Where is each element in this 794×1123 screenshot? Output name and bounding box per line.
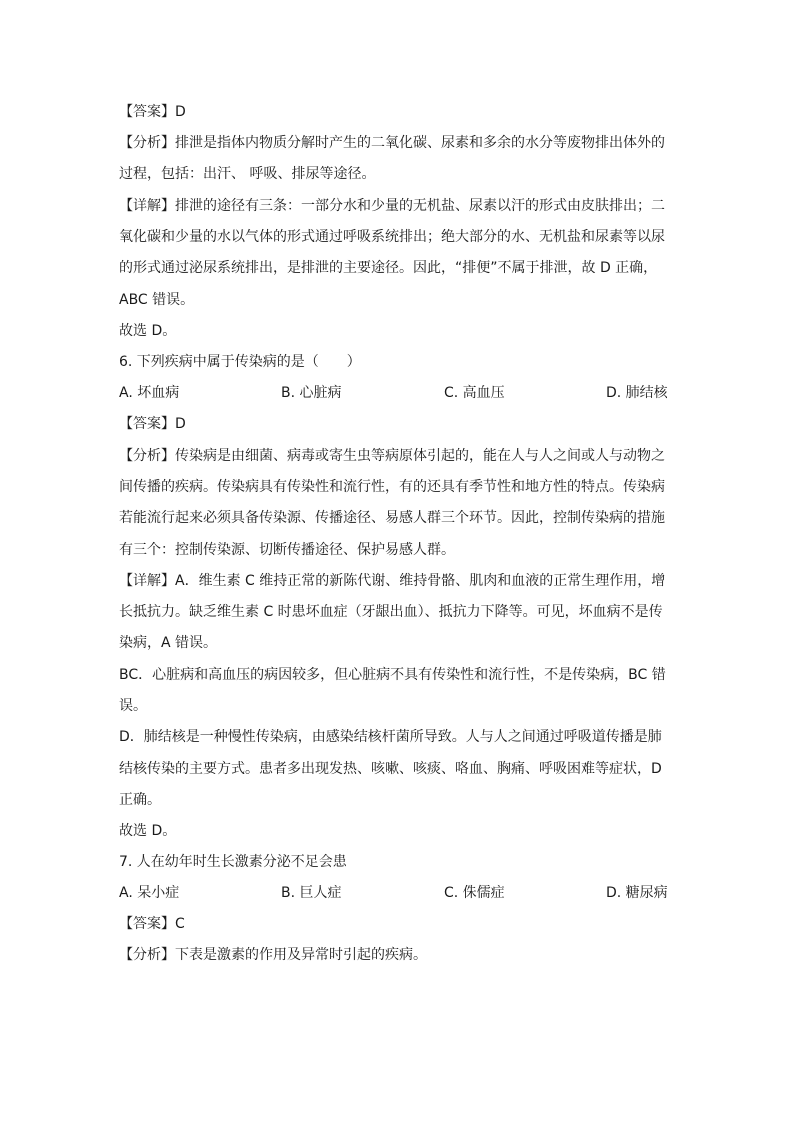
answer-label-q6: 【答案】D bbox=[119, 416, 186, 432]
question-6: 6. 下列疾病中属于传染病的是（ ） bbox=[119, 354, 361, 370]
analysis-text-q6-line3: 若能流行起来必须具备传染源、传播途径、易感人群三个环节。因此，控制传染病的措施 bbox=[119, 510, 665, 526]
analysis-text-q6-line2: 间传播的疾病。传染病具有传染性和流行性，有的还具有季节性和地方性的特点。传染病 bbox=[119, 479, 665, 495]
q6-option-d: D. 肺结核 bbox=[606, 385, 668, 401]
detail-text-q5-line3: 的形式通过泌尿系统排出，是排泄的主要途径。因此，“排便”不属于排泄，故 D 正确， bbox=[119, 260, 658, 276]
detail-text-q6-bc: BC．心脏病和高血压的病因较多，但心脏病不具有传染性和流行性，不是传染病，BC 错 bbox=[119, 667, 666, 683]
q7-option-d: D. 糖尿病 bbox=[606, 885, 668, 901]
answer-label-q7: 【答案】C bbox=[119, 916, 185, 932]
detail-text-q6-d-line3: 正确。 bbox=[119, 792, 161, 808]
question-7: 7. 人在幼年时生长激素分泌不足会患 bbox=[119, 854, 347, 870]
q7-option-b: B. 巨人症 bbox=[281, 885, 342, 901]
detail-text-q5-line4: ABC 错误。 bbox=[119, 292, 195, 308]
conclusion-q6: 故选 D。 bbox=[119, 823, 177, 839]
detail-text-q6: 【详解】A．维生素 C 维持正常的新陈代谢、维持骨骼、肌肉和血液的正常生理作用，增 bbox=[119, 573, 666, 589]
analysis-text-q5: 【分析】排泄是指体内物质分解时产生的二氧化碳、尿素和多余的水分等废物排出体外的 bbox=[119, 135, 665, 151]
answer-label-q5: 【答案】D bbox=[119, 104, 186, 120]
detail-text-q6-bc-cont: 误。 bbox=[119, 698, 147, 714]
analysis-text-q7: 【分析】下表是激素的作用及异常时引起的疾病。 bbox=[119, 947, 427, 963]
detail-text-q6-d: D．肺结核是一种慢性传染病，由感染结核杆菌所导致。人与人之间通过呼吸道传播是肺 bbox=[119, 729, 662, 745]
q7-option-c: C. 侏儒症 bbox=[444, 885, 505, 901]
analysis-text-q6-line4: 有三个：控制传染源、切断传播途径、保护易感人群。 bbox=[119, 542, 455, 558]
conclusion-q5: 故选 D。 bbox=[119, 323, 177, 339]
q6-option-b: B. 心脏病 bbox=[281, 385, 342, 401]
analysis-text-q6: 【分析】传染病是由细菌、病毒或寄生虫等病原体引起的，能在人与人之间或人与动物之 bbox=[119, 448, 665, 464]
detail-text-q6-d-line2: 结核传染的主要方式。患者多出现发热、咳嗽、咳痰、咯血、胸痛、呼吸困难等症状，D bbox=[119, 761, 662, 777]
q7-option-a: A. 呆小症 bbox=[119, 885, 180, 901]
analysis-text-q5-cont: 过程，包括：出汗、 呼吸、排尿等途径。 bbox=[119, 166, 376, 182]
detail-text-q5: 【详解】排泄的途径有三条：一部分水和少量的无机盐、尿素以汗的形式由皮肤排出；二 bbox=[119, 198, 665, 214]
q6-option-c: C. 高血压 bbox=[444, 385, 505, 401]
q6-option-a: A. 坏血病 bbox=[119, 385, 180, 401]
detail-text-q6-line3: 染病，A 错误。 bbox=[119, 635, 218, 651]
detail-text-q6-line2: 长抵抗力。缺乏维生素 C 时患坏血症（牙龈出血）、抵抗力下降等。可见，坏血病不是传 bbox=[119, 604, 663, 620]
detail-text-q5-line2: 氧化碳和少量的水以气体的形式通过呼吸系统排出；绝大部分的水、无机盐和尿素等以尿 bbox=[119, 229, 665, 245]
